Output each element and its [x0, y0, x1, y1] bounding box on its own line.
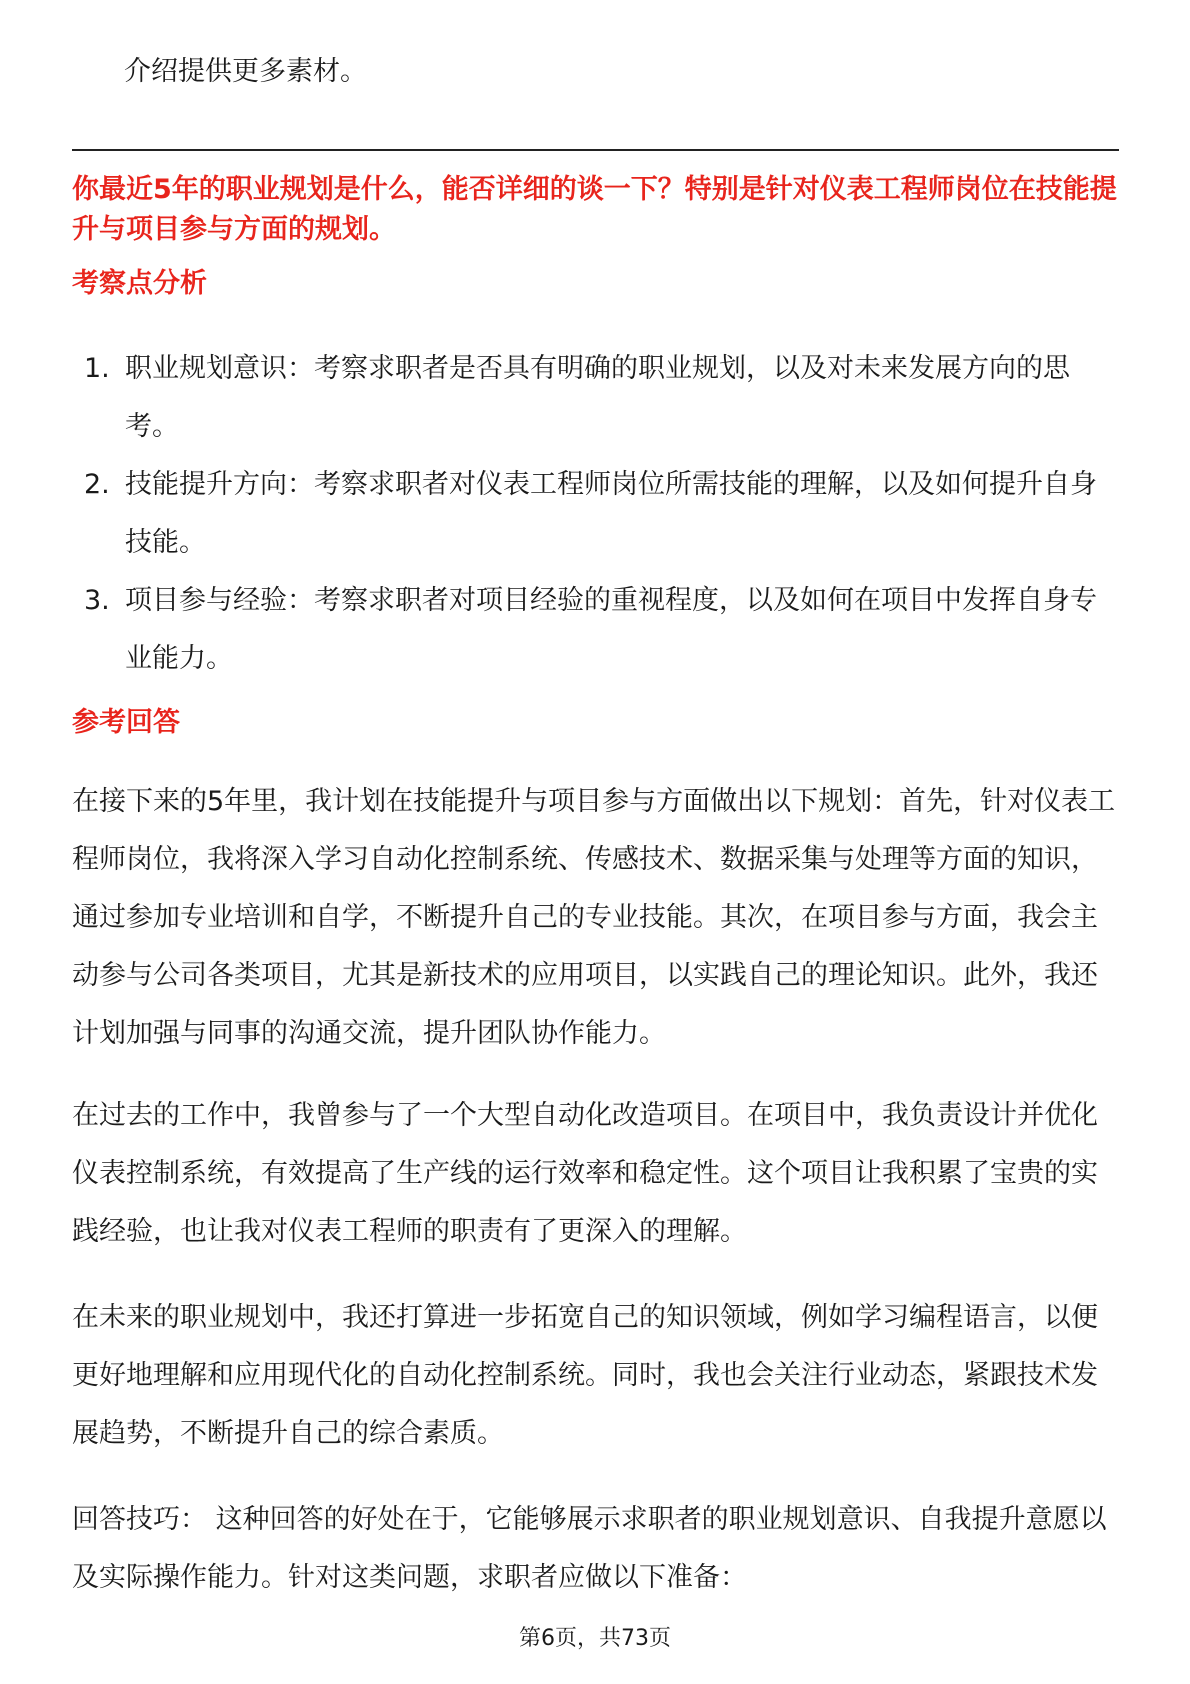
- question-title: 你最近5年的职业规划是什么，能否详细的谈一下？特别是针对仪表工程师岗位在技能提升与项目参与方面的规划。: [72, 174, 1117, 245]
- list-item-number: 3.: [84, 585, 110, 616]
- answer-paragraph: 在未来的职业规划中，我还打算进一步拓宽自己的知识领域，例如学习编程语言，以便更好地理解和应用现代化的自动化控制系统。同时，我也会关注行业动态，紧跟技术发展趋势，不断提升自己的综合素质。: [72, 1302, 1098, 1449]
- page-number: 第6页，共73页: [519, 1626, 671, 1651]
- list-item: [72, 340, 1122, 456]
- section-divider: [72, 149, 1119, 151]
- list-item-text: 技能提升方向：考察求职者对仪表工程师岗位所需技能的理解，以及如何提升自身技能。: [125, 469, 1097, 558]
- answer-paragraph: 在接下来的5年里，我计划在技能提升与项目参与方面做出以下规划：首先，针对仪表工程师岗位，我将深入学习自动化控制系统、传感技术、数据采集与处理等方面的知识，通过参加专业培训和自学，不断提升自己的专业技能。其次，在项目参与方面，我会主动参与公司各类项目，尤其是新技术的应用项目，以实践自己的理论知识。此外，我还计划加强与同事的沟通交流，提升团队协作能力。: [72, 786, 1116, 1049]
- answer-heading: 参考回答: [72, 707, 180, 738]
- list-item-number: 1.: [84, 353, 110, 384]
- analysis-heading: 考察点分析: [72, 268, 207, 299]
- analysis-list: [72, 340, 1122, 688]
- answer-paragraph: 在过去的工作中，我曾参与了一个大型自动化改造项目。在项目中，我负责设计并优化仪表控制系统，有效提高了生产线的运行效率和稳定性。这个项目让我积累了宝贵的实践经验，也让我对仪表工程师的职责有了更深入的理解。: [72, 1100, 1098, 1247]
- answer-tips-paragraph: 回答技巧： 这种回答的好处在于，它能够展示求职者的职业规划意识、自我提升意愿以及实际操作能力。针对这类问题，求职者应做以下准备：: [72, 1504, 1107, 1593]
- list-item-text: 职业规划意识：考察求职者是否具有明确的职业规划，以及对未来发展方向的思考。: [125, 353, 1070, 442]
- intro-text: 介绍提供更多素材。: [124, 56, 367, 87]
- list-item: [72, 456, 1122, 572]
- list-item: [72, 572, 1122, 688]
- list-item-text: 项目参与经验：考察求职者对项目经验的重视程度，以及如何在项目中发挥自身专业能力。: [125, 585, 1097, 674]
- list-item-number: 2.: [84, 469, 110, 500]
